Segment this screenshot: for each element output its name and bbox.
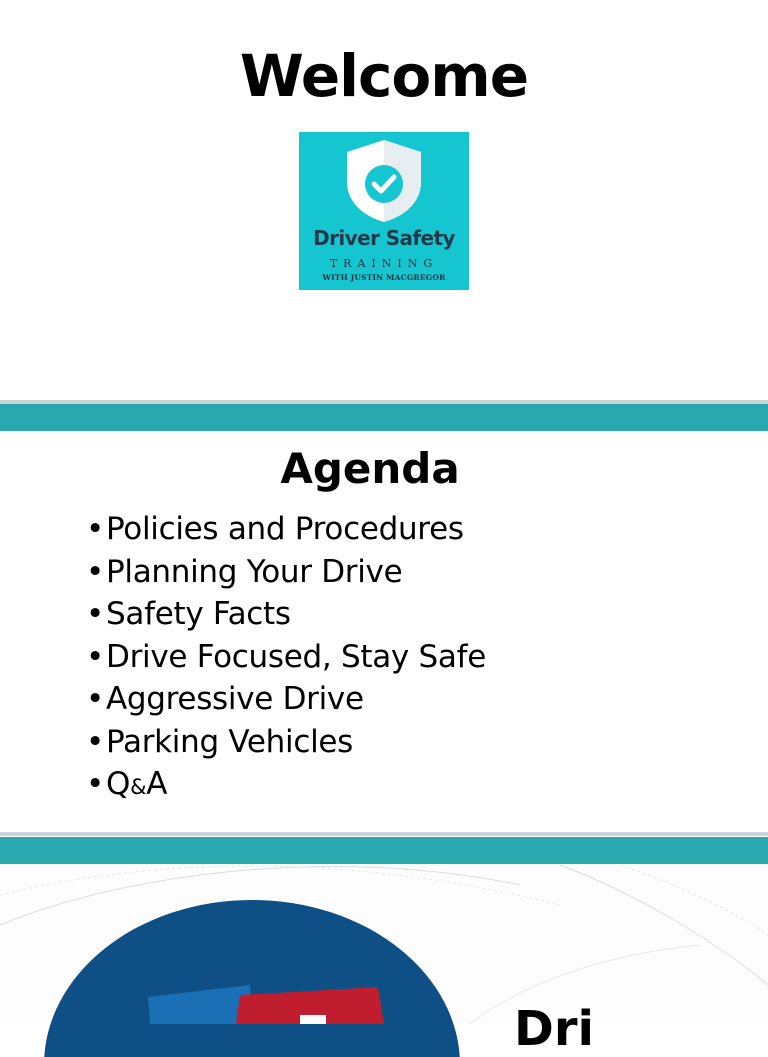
slide-separator-band: [0, 837, 768, 864]
list-item-text: Drive Focused, Stay Safe: [106, 638, 486, 675]
logo-byline: WITH JUSTIN MACGREGOR: [322, 273, 446, 282]
list-item-text: Policies and Procedures: [106, 511, 464, 547]
bullet: •: [86, 511, 104, 547]
bullet: •: [86, 766, 104, 802]
bullet: •: [86, 596, 104, 632]
slide-title: Agenda: [280, 444, 460, 493]
bullet: •: [86, 723, 104, 760]
list-item: [86, 636, 486, 679]
qa-amp: &: [130, 775, 147, 799]
bullet: •: [86, 638, 104, 675]
slide-separator-band: [0, 404, 768, 431]
list-item-text: Planning Your Drive: [106, 553, 403, 590]
blue-circle: [44, 900, 460, 1057]
list-item: [86, 551, 486, 594]
shield-check-icon: [343, 138, 425, 224]
slide-separator: [0, 832, 768, 836]
qa-q: Q: [106, 766, 131, 802]
slide-title: Welcome: [239, 42, 529, 110]
list-item: [86, 721, 486, 764]
list-item-qa: [86, 763, 486, 809]
logo-brand-text: Driver Safety: [313, 226, 455, 250]
list-item-text: Parking Vehicles: [106, 723, 353, 760]
badge-graphic: [0, 865, 768, 1024]
logo-subtitle: TRAINING: [329, 257, 439, 270]
slide-partial: [0, 865, 768, 1057]
list-item: [86, 678, 486, 721]
list-item: [86, 508, 486, 551]
card-white-mark: [300, 1015, 326, 1024]
list-item-text: Aggressive Drive: [106, 681, 364, 717]
bullet: •: [86, 553, 104, 590]
slide-agenda: [0, 432, 768, 832]
driver-safety-logo: [299, 132, 469, 290]
list-item-text: Safety Facts: [106, 596, 291, 632]
list-item: [86, 593, 486, 636]
agenda-list: [86, 508, 486, 809]
slide-title-partial: Dri: [514, 1001, 594, 1057]
slide-welcome: [0, 0, 768, 400]
bullet: •: [86, 681, 104, 717]
qa-a: A: [146, 766, 168, 802]
